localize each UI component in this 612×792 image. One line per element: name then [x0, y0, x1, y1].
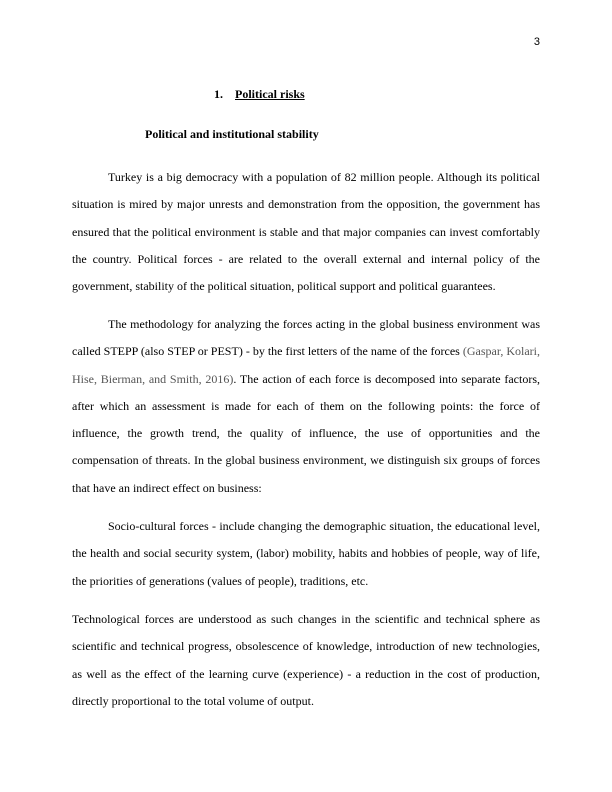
- paragraph-text: . The action of each force is decomposed into separate factors, after which an assessment is made for each of them on the following points: the force of influence, the growth trend, the quality of influence, the use of opportunities and the compensation of threats. In the global business environment, we distinguish six groups of forces that have an indirect effect on business:: [72, 371, 540, 495]
- paragraph-text: The methodology for analyzing the forces acting in the global business environment was called STEPP (also STEP or PEST) - by the first letters of the name of the forces: [72, 317, 540, 359]
- citation: (Gaspar, Kolari, Hise, Bierman, and Smith, 2016): [72, 344, 540, 386]
- section-number: 1.: [214, 87, 223, 101]
- paragraph-socio-cultural-forces: Socio-cultural forces - include changing the demographic situation, the educational level, the health and social security system, (labor) mobility, habits and hobbies of people, way of life, the priorities of generations (values of people), traditions, etc.: [72, 519, 540, 588]
- section-title: Political risks: [235, 87, 305, 101]
- paragraph-technological-forces: Technological forces are understood as such changes in the scientific and technical sphere as scientific and technical progress, obsolescence of knowledge, introduction of new technologies, as well as the effect of the learning curve (experience) - a reduction in the cost of production, directly proportional to the total volume of output.: [72, 612, 540, 708]
- page-number: 3: [533, 36, 540, 48]
- paragraph-political-environment: Turkey is a big democracy with a population of 82 million people. Although its political situation is mired by major unrests and demonstration from the opposition, the government has ensured that the political environment is stable and that major companies can invest comfortably the country. Political forces - are related to the overall external and internal policy of the government, stability of the political situation, political support and political guarantees.: [72, 170, 540, 294]
- subsection-heading: Political and institutional stability: [145, 127, 319, 141]
- section-heading: [214, 87, 305, 102]
- paragraph-stepp-methodology: [72, 311, 540, 502]
